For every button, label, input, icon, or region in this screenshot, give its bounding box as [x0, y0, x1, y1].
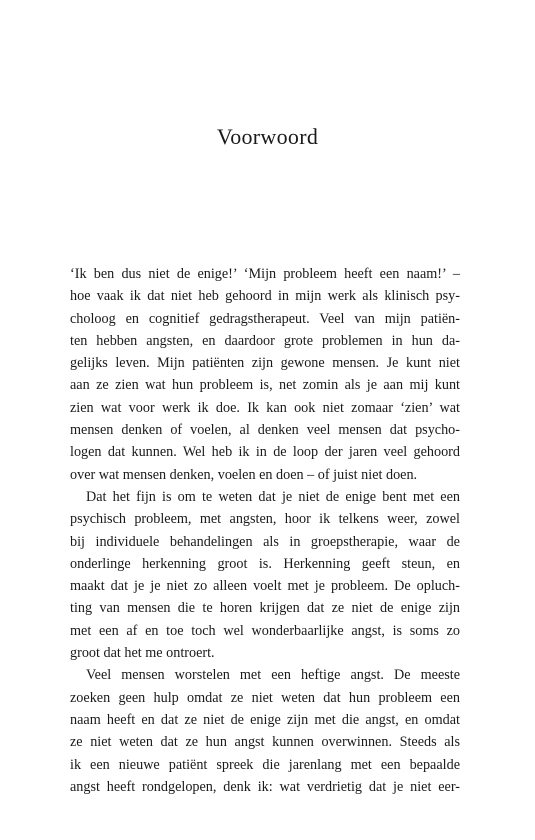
- paragraph-1: [70, 263, 460, 486]
- text-line: logen dat kunnen. Wel heb ik in de loop der jaren veel gehoord: [70, 444, 460, 461]
- text-line: aan ze zien wat hun probleem is, net zomin als je aan mij kunt: [70, 377, 460, 394]
- text-line: maakt dat je je niet zo alleen voelt met je probleem. De opluch-: [70, 578, 460, 595]
- text-line: ting van mensen die te horen krijgen dat ze niet de enige zijn: [70, 600, 460, 617]
- text-line: Dat het fijn is om te weten dat je niet de enige bent met een: [86, 488, 460, 505]
- text-line: naam heeft en dat ze niet de enige zijn met die angst, en omdat: [70, 711, 460, 728]
- text-line: mensen denken of voelen, al denken veel mensen dat psycho-: [70, 422, 460, 439]
- text-line: gelijks leven. Mijn patiënten zijn gewone mensen. Je kunt niet: [70, 355, 460, 372]
- text-line: ze niet weten dat ze hun angst kunnen overwinnen. Steeds als: [70, 734, 460, 751]
- text-line: Veel mensen worstelen met een heftige angst. De meeste: [86, 667, 460, 684]
- chapter-title: Voorwoord: [216, 124, 319, 149]
- text-line: ‘Ik ben dus niet de enige!’ ‘Mijn probleem heeft een naam!’ –: [70, 266, 460, 282]
- body-text: [70, 263, 460, 798]
- text-line: angst heeft rondgelopen, denk ik: wat verdrietig dat je niet eer-: [70, 778, 460, 795]
- text-line: zoeken geen hulp omdat ze niet weten dat hun probleem een: [70, 689, 460, 706]
- text-line: met een af en toe toch wel wonderbaarlijke angst, is soms zo: [70, 622, 460, 639]
- text-line: ik een nieuwe patiënt spreek die jarenlang met een bepaalde: [70, 756, 460, 773]
- text-line: choloog en cognitief gedragstherapeut. Veel van mijn patiën-: [70, 310, 460, 327]
- text-line: ten hebben angsten, en daardoor grote problemen in hun da-: [70, 332, 460, 349]
- text-line: groot dat het me ontroert.: [70, 645, 215, 662]
- text-line: zien wat voor werk ik doe. Ik kan ook niet zomaar ‘zien’ wat: [70, 399, 460, 416]
- text-line: bij individuele behandelingen als in groepstherapie, waar de: [70, 533, 460, 550]
- text-line: psychisch probleem, met angsten, hoor ik telkens weer, zowel: [70, 511, 460, 528]
- text-line: onderlinge herkenning groot is. Herkenning geeft steun, en: [70, 555, 460, 572]
- text-line: hoe vaak ik dat niet heb gehoord in mijn werk als klinisch psy-: [70, 288, 460, 305]
- paragraph-2: [70, 486, 460, 664]
- text-line: over wat mensen denken, voelen en doen – of juist niet doen.: [70, 466, 418, 483]
- paragraph-3: [70, 664, 460, 798]
